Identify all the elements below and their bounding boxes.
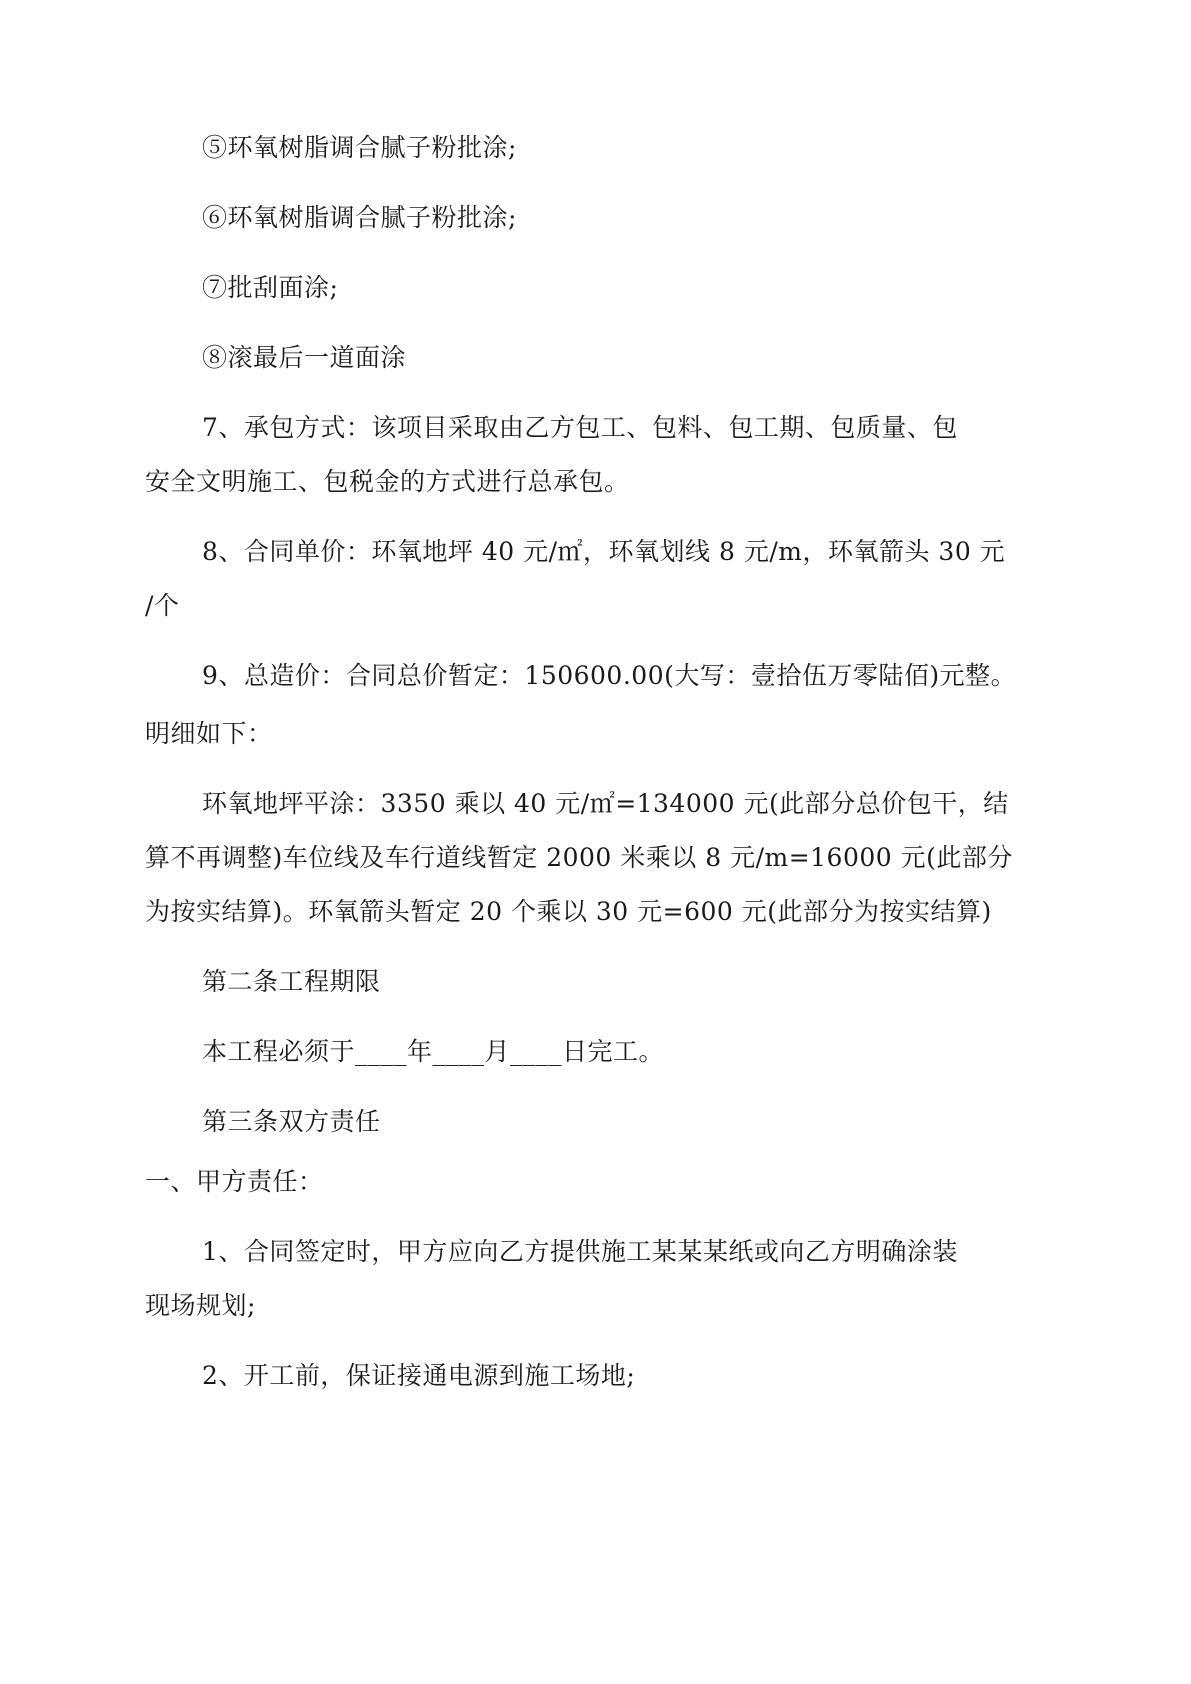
contract-method-line-1: 7、承包方式：该项目采取由乙方包工、包料、包工期、包质量、包 <box>202 413 958 442</box>
article-3-heading: 第三条双方责任 <box>202 1107 381 1136</box>
step-5-text: ⑤环氧树脂调合腻子粉批涂; <box>202 133 517 162</box>
party-a-item-1-line-2: 现场规划; <box>145 1291 256 1320</box>
party-a-heading: 一、甲方责任： <box>145 1167 324 1196</box>
unit-price-line-1: 8、合同单价：环氧地坪 40 元/㎡，环氧划线 8 元/m，环氧箭头 30 元 <box>202 537 1006 566</box>
details-line-1: 环氧地坪平涂：3350 乘以 40 元/㎡=134000 元(此部分总价包干，结 <box>202 789 1009 818</box>
step-8-text: ⑧滚最后一道面涂 <box>202 343 407 372</box>
details-line-2: 算不再调整)车位线及车行道线暂定 2000 米乘以 8 元/m=16000 元(此部分 <box>145 843 1013 872</box>
contract-method-line-2: 安全文明施工、包税金的方式进行总承包。 <box>145 467 630 496</box>
step-6-text: ⑥环氧树脂调合腻子粉批涂; <box>202 203 517 232</box>
total-cost-line: 9、总造价：合同总价暂定：150600.00(大写：壹拾伍万零陆佰)元整。 <box>202 661 1017 690</box>
article-2-heading: 第二条工程期限 <box>202 967 381 996</box>
party-a-item-2: 2、开工前，保证接通电源到施工场地; <box>202 1361 636 1390</box>
unit-price-line-2: /个 <box>145 591 180 620</box>
details-heading: 明细如下： <box>145 719 273 748</box>
details-line-3: 为按实结算)。环氧箭头暂定 20 个乘以 30 元=600 元(此部分为按实结算) <box>145 897 992 926</box>
step-7-text: ⑦批刮面涂; <box>202 273 339 302</box>
completion-date-line: 本工程必须于____年____月____日完工。 <box>202 1037 665 1066</box>
party-a-item-1-line-1: 1、合同签定时，甲方应向乙方提供施工某某某纸或向乙方明确涂装 <box>202 1237 958 1266</box>
